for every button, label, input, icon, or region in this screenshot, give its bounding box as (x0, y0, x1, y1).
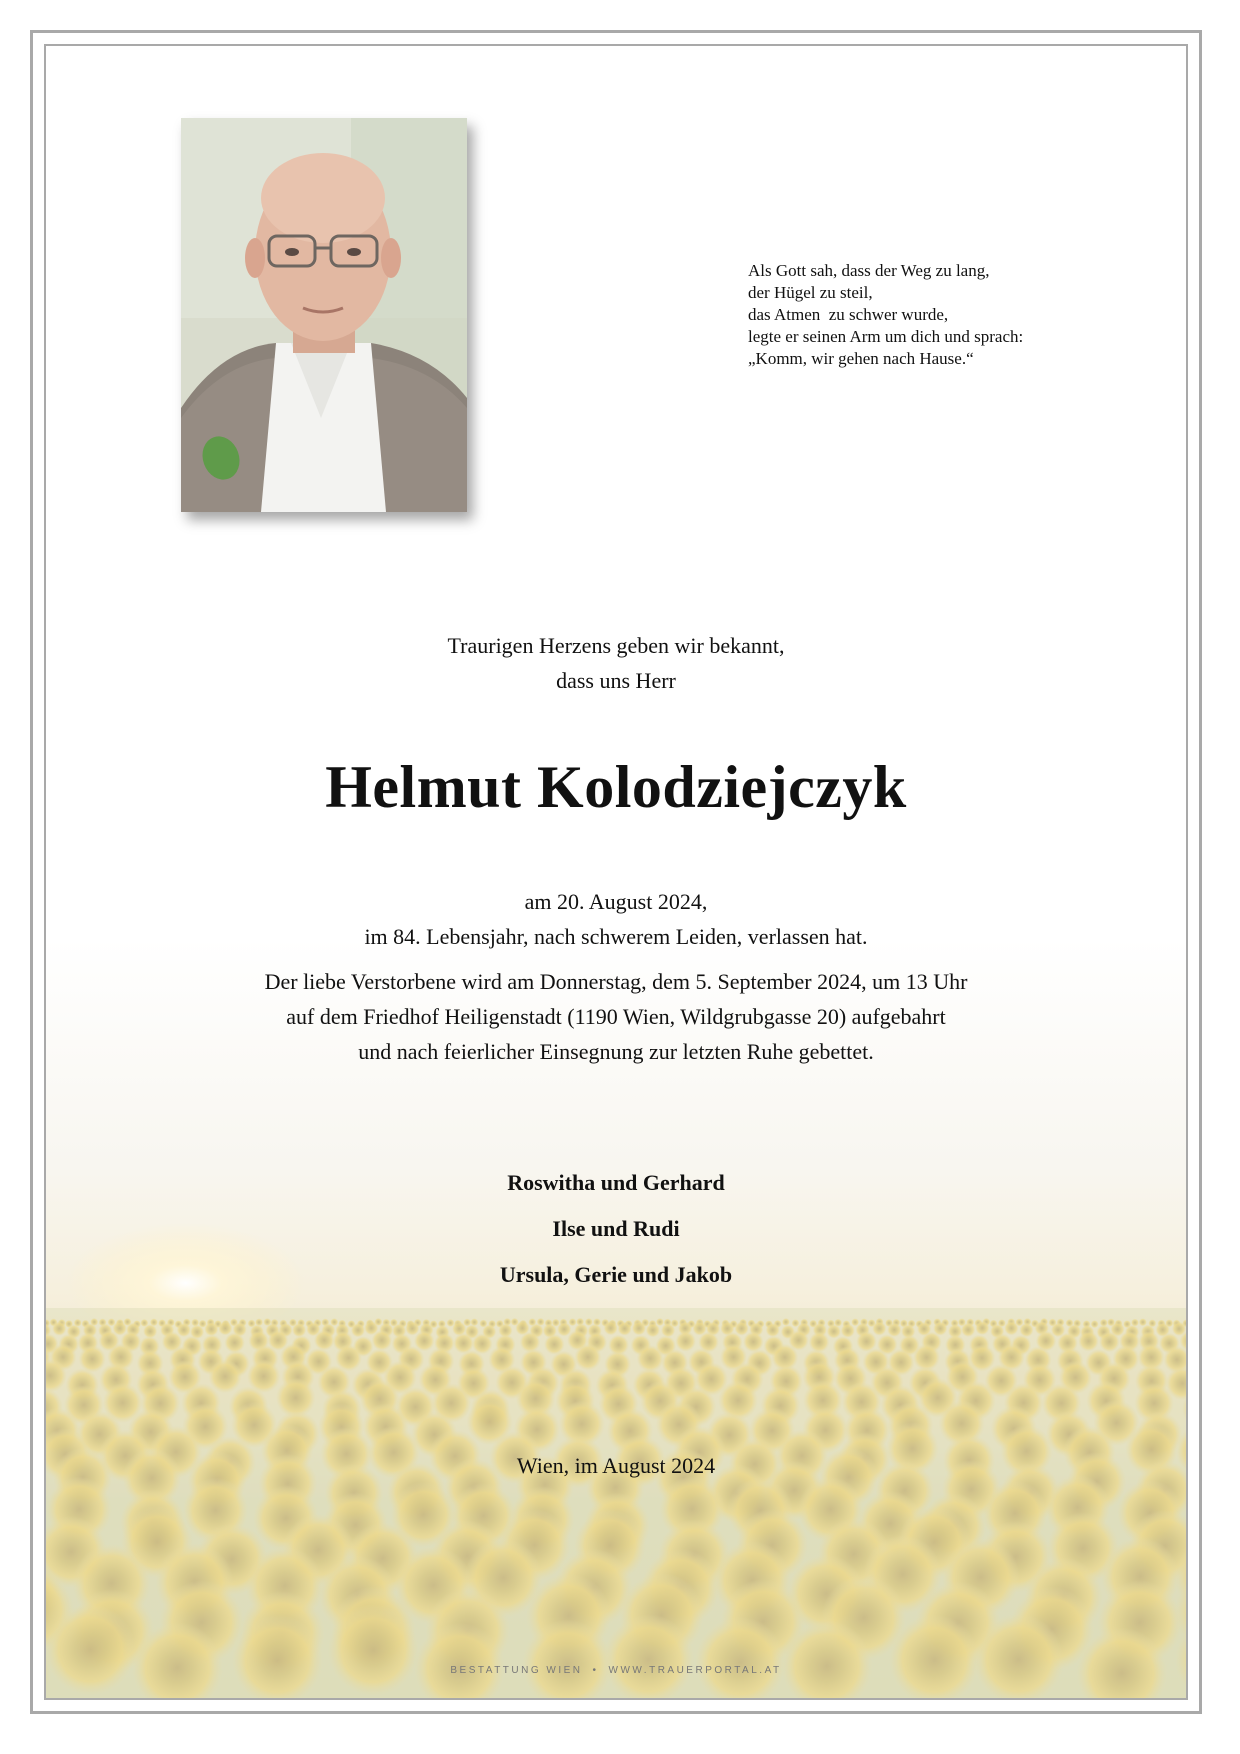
sunflower-shape (827, 1324, 841, 1338)
mourner-entry: Roswitha und Gerhard (507, 1170, 725, 1195)
footer-separator: • (592, 1665, 599, 1676)
sunflower-shape (46, 1604, 136, 1695)
death-date: am 20. August 2024, (524, 889, 708, 914)
funeral-line: auf dem Friedhof Heiligenstadt (1190 Wien, Wildgrubgasse 20) aufgebahrt (286, 1004, 946, 1029)
poem-line: das Atmen zu schwer wurde, (748, 305, 949, 324)
sunflower-shape (328, 1605, 419, 1696)
poem-line: legte er seinen Arm um dich und sprach: (748, 327, 1024, 346)
sunflower-shape (637, 1345, 664, 1372)
footer-website: WWW.TRAUERPORTAL.AT (608, 1665, 782, 1676)
sunflower-shape (743, 1331, 764, 1352)
sunflower-shape (841, 1324, 855, 1338)
portrait-of-deceased (181, 118, 467, 512)
mourner-entry: Ilse und Rudi (552, 1216, 680, 1241)
death-age: im 84. Lebensjahr, nach schwerem Leiden, verlassen hat. (364, 924, 868, 949)
death-details (46, 884, 1186, 954)
sunflower-shape (204, 1322, 218, 1336)
footer (46, 1664, 1186, 1678)
funeral-line: Der liebe Verstorbene wird am Donnerstag, dem 5. September 2024, um 13 Uhr (264, 969, 968, 994)
sunflower-shape (224, 1332, 245, 1353)
sunflower-shape (975, 1321, 989, 1335)
poem (748, 260, 1108, 370)
sunflower-shape (961, 1323, 975, 1337)
poem-line: der Hügel zu steil, (748, 283, 873, 302)
sunflower-shape (1004, 1321, 1018, 1335)
sunflower-shape (675, 1331, 696, 1352)
sunflower-shape (632, 1321, 646, 1335)
deceased-name: Helmut Kolodziejczyk (325, 754, 907, 820)
sunflower-shape (646, 1323, 660, 1337)
funeral-details (46, 964, 1186, 1069)
sunflower-shape (809, 1332, 830, 1353)
mourner-entry: Ursula, Gerie und Jakob (499, 1262, 733, 1287)
sunflower-shape (604, 1321, 618, 1335)
funeral-line: und nach feierlicher Einsegnung zur letzten Ruhe gebettet. (358, 1039, 874, 1064)
poem-line: „Komm, wir gehen nach Hause.“ (748, 349, 974, 368)
sunflower-shape (351, 1323, 365, 1337)
portrait-photo (181, 118, 467, 512)
sunflower-shape (661, 1323, 675, 1337)
sunflower-shape (872, 1321, 886, 1335)
sunflower-shape (574, 1344, 601, 1371)
sunflower-shape (314, 1330, 335, 1351)
intro-line: dass uns Herr (556, 668, 676, 693)
sunflower-shape (766, 1323, 780, 1337)
inner-frame (44, 44, 1188, 1700)
sunflower-shape (1078, 1331, 1099, 1352)
place-and-date: Wien, im August 2024 (516, 1453, 716, 1478)
sunflower-shape (52, 1321, 66, 1335)
sunflower-shape (617, 1321, 631, 1335)
sunflower-shape (292, 1323, 306, 1337)
sunflower-shape (371, 1330, 392, 1351)
announcement-intro (46, 628, 1186, 698)
footer-company: BESTATTUNG WIEN (450, 1665, 583, 1676)
mourners-list (46, 1160, 1186, 1298)
intro-line: Traurigen Herzens geben wir bekannt, (447, 633, 785, 658)
poem-line: Als Gott sah, dass der Weg zu lang, (748, 261, 990, 280)
